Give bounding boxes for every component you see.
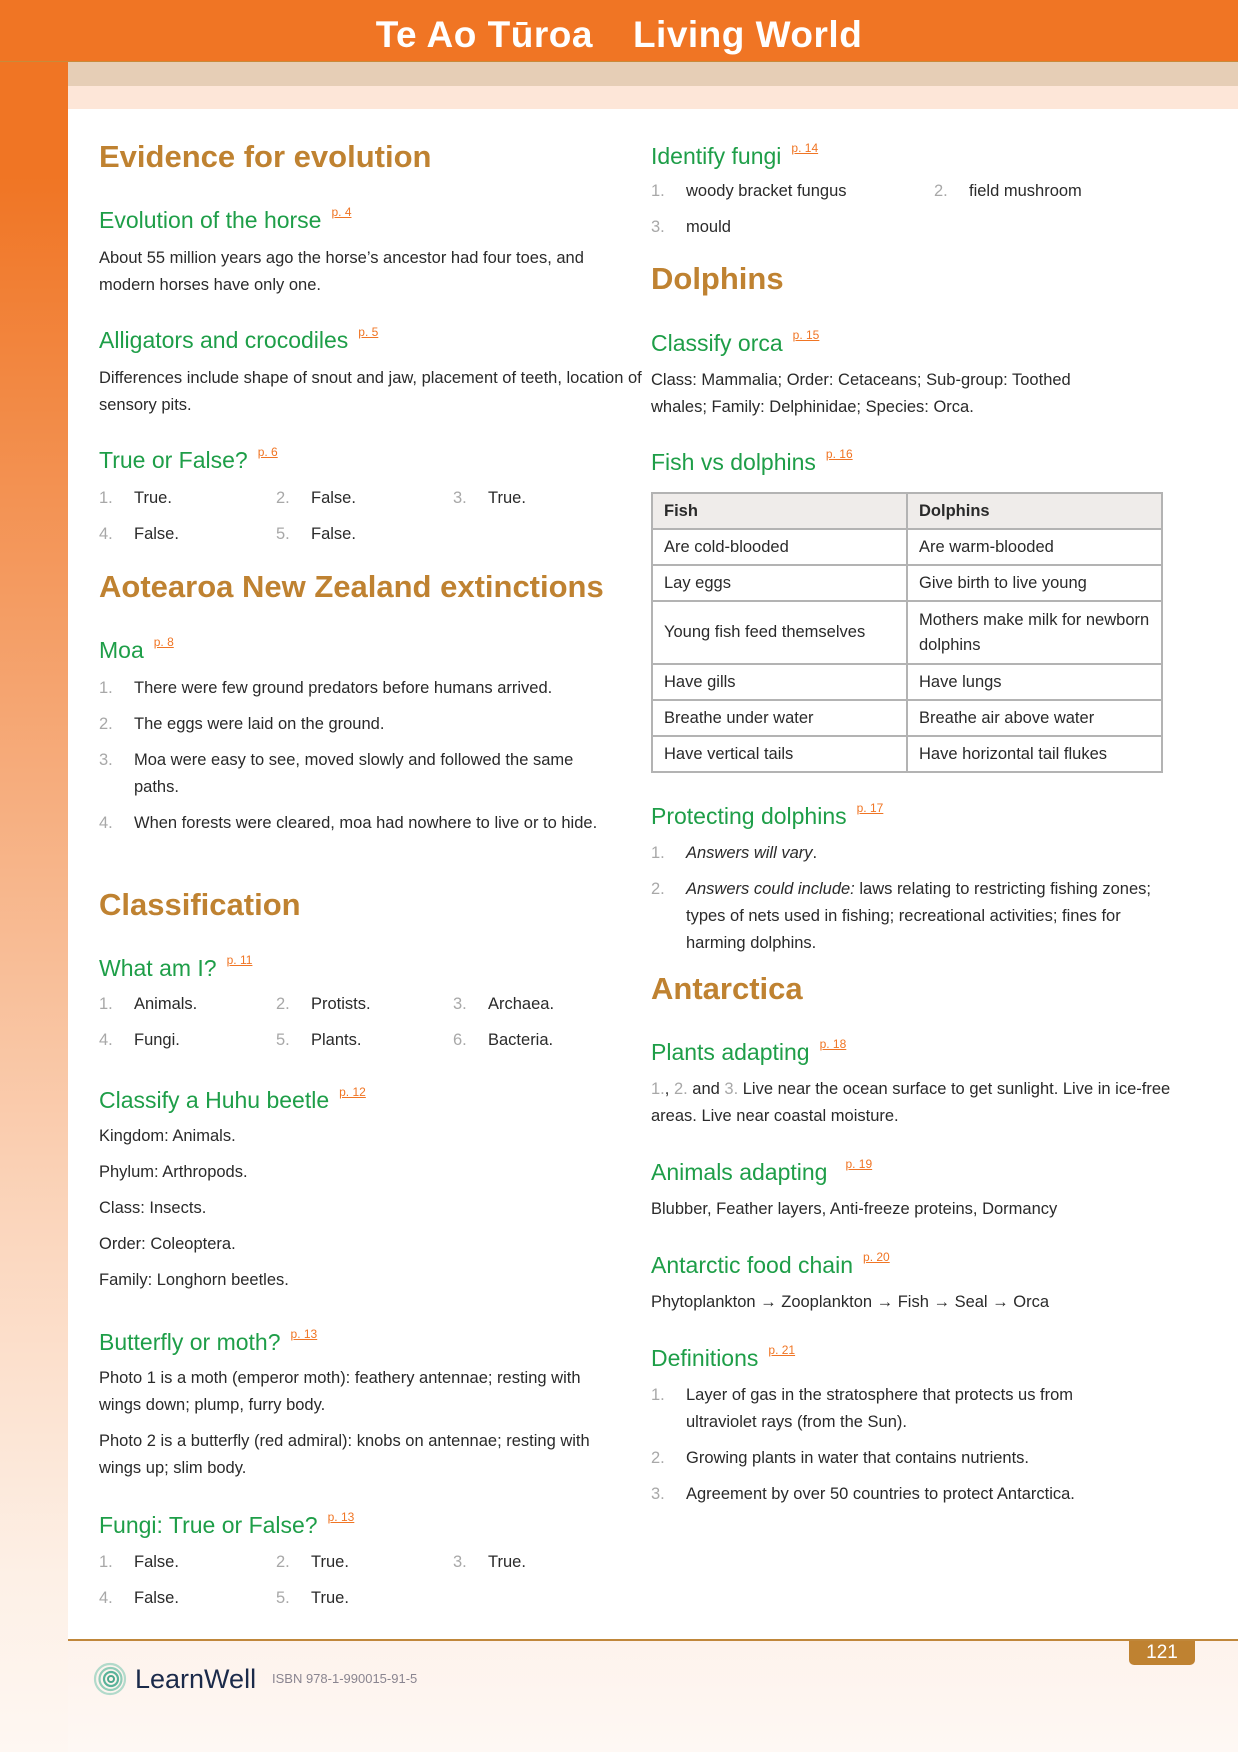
paragraph: Photo 1 is a moth (emperor moth): feathery antennae; resting with wings down; plump, furry body. <box>99 1369 581 1414</box>
list-item: 4. Fungi. <box>99 1031 180 1049</box>
classification-line: Phylum: Arthropods. <box>99 1163 248 1181</box>
section-heading: Antarctica <box>651 971 803 1006</box>
section-heading: Evidence for evolution <box>99 139 432 174</box>
page-ref-link[interactable]: p. 6 <box>257 445 278 459</box>
paragraph: 1., 2. and 3. Live near the ocean surface to get sunlight. Live in ice-free areas. Live near coastal moisture. <box>651 1080 1171 1125</box>
paragraph: Photo 2 is a butterfly (red admiral): knobs on antennae; resting with wings up; slim body. <box>99 1432 590 1477</box>
list-item: 5. Plants. <box>276 1031 362 1049</box>
table-cell: Are cold-blooded <box>652 529 907 565</box>
header-band-light <box>68 86 1238 109</box>
paragraph: Class: Mammalia; Order: Cetaceans; Sub-group: Toothed whales; Family: Delphinidae; Species: Orca. <box>651 371 1071 416</box>
subheading-true-false: True or False? $^{p. 6}$ <box>99 445 278 473</box>
table-cell: Breathe under water <box>652 700 907 736</box>
chapter-title <box>0 14 1238 56</box>
brand-name: LearnWell <box>135 1663 257 1694</box>
page-ref-link[interactable]: p. 11 <box>226 953 253 967</box>
subheading-definitions: Definitions $^{p. 21}$ <box>651 1343 796 1371</box>
classification-line: Order: Coleoptera. <box>99 1235 236 1253</box>
subheading-food-chain: Antarctic food chain $^{p. 20}$ <box>651 1250 890 1278</box>
list-item: 4. When forests were cleared, moa had nowhere to live or to hide. <box>99 814 598 832</box>
list-item: 3. mould <box>651 218 731 236</box>
subheading-animals-adapting: Animals adapting $^{p. 19}$ <box>651 1157 873 1185</box>
list-item: 1. Layer of gas in the stratosphere that protects us from ultraviolet rays (from the Sun). <box>651 1386 1074 1431</box>
page-ref-link[interactable]: p. 19 <box>845 1157 873 1171</box>
subheading-butterfly: Butterfly or moth? $^{p. 13}$ <box>99 1327 318 1355</box>
page-ref-link[interactable]: p. 14 <box>791 141 819 155</box>
page-ref-link[interactable]: p. 21 <box>768 1343 796 1357</box>
page-ref-link[interactable]: p. 4 <box>331 205 352 219</box>
page-number: 121 <box>1129 1641 1195 1665</box>
list-item: 1. There were few ground predators before humans arrived. <box>99 679 553 697</box>
table-cell: Have lungs <box>907 664 1162 700</box>
table-row <box>652 601 1162 664</box>
subheading-huhu: Classify a Huhu beetle $^{p. 12}$ <box>99 1085 366 1113</box>
left-margin-strip <box>0 0 68 1752</box>
table-row <box>652 565 1162 601</box>
list-item: 3. Archaea. <box>453 995 555 1013</box>
page-ref-link[interactable]: p. 5 <box>358 325 379 339</box>
classification-line: Kingdom: Animals. <box>99 1127 236 1145</box>
page-content <box>68 109 1238 1641</box>
list-item: 4. False. <box>99 525 179 543</box>
list-item: 2. Protists. <box>276 995 371 1013</box>
subheading-identify-fungi: Identify fungi $^{p. 14}$ <box>651 141 819 169</box>
page-header <box>0 0 1238 62</box>
table-row <box>652 529 1162 565</box>
header-band <box>68 62 1238 86</box>
column-header: Dolphins <box>907 493 1162 529</box>
table-cell: Are warm-blooded <box>907 529 1162 565</box>
subheading-moa: Moa $^{p. 8}$ <box>99 635 174 663</box>
table-cell: Lay eggs <box>652 565 907 601</box>
column-header: Fish <box>652 493 907 529</box>
page-ref-link[interactable]: p. 13 <box>290 1327 318 1341</box>
page-ref-link[interactable]: p. 17 <box>856 801 884 815</box>
table-cell: Have horizontal tail flukes <box>907 736 1162 772</box>
subheading-fish-vs-dolphins: Fish vs dolphins $^{p. 16}$ <box>651 447 853 475</box>
fish-vs-dolphins-table <box>651 492 1163 773</box>
subheading-horse: Evolution of the horse $^{p. 4}$ <box>99 205 352 233</box>
spiral-logo-icon <box>93 1662 127 1696</box>
page-ref-link[interactable]: p. 8 <box>153 635 174 649</box>
section-heading: Aotearoa New Zealand extinctions <box>99 569 604 604</box>
list-item: 3. Agreement by over 50 countries to protect Antarctica. <box>651 1485 1075 1503</box>
section-heading: Dolphins <box>651 261 784 296</box>
classification-line: Class: Insects. <box>99 1199 207 1217</box>
table-cell: Mothers make milk for newborn dolphins <box>907 601 1162 664</box>
subheading-what-am-i: What am I? $^{p. 11}$ <box>99 953 253 981</box>
list-item: 6. Bacteria. <box>453 1031 554 1049</box>
table-row <box>652 700 1162 736</box>
page-ref-link[interactable]: p. 13 <box>327 1510 355 1524</box>
list-item: 3. True. <box>453 489 526 507</box>
list-item: 5. True. <box>276 1589 349 1607</box>
subheading-alligators: Alligators and crocodiles $^{p. 5}$ <box>99 325 379 353</box>
list-item: 2. Growing plants in water that contains nutrients. <box>651 1449 1030 1467</box>
list-item: 2. False. <box>276 489 356 507</box>
list-item: 1. True. <box>99 489 172 507</box>
subheading-orca: Classify orca $^{p. 15}$ <box>651 328 820 356</box>
page-ref-link[interactable]: p. 16 <box>825 447 853 461</box>
page-ref-link[interactable]: p. 18 <box>819 1037 847 1051</box>
list-item: 3. True. <box>453 1553 526 1571</box>
subheading-protecting: Protecting dolphins $^{p. 17}$ <box>651 801 884 829</box>
table-row <box>652 736 1162 772</box>
table-cell: Have vertical tails <box>652 736 907 772</box>
list-item: 5. False. <box>276 525 356 543</box>
page-ref-link[interactable]: p. 12 <box>339 1085 366 1099</box>
page-ref-link[interactable]: p. 20 <box>863 1250 890 1264</box>
classification-line: Family: Longhorn beetles. <box>99 1271 289 1289</box>
table-cell: Young fish feed themselves <box>652 601 907 664</box>
title-english: Living World <box>632 14 863 55</box>
table-cell: Breathe air above water <box>907 700 1162 736</box>
list-item: 3. Moa were easy to see, moved slowly and followed the same paths. <box>99 751 574 796</box>
list-item: 1. Animals. <box>99 995 198 1013</box>
list-item: 2. field mushroom <box>934 182 1082 200</box>
paragraph: Differences include shape of snout and jaw, placement of teeth, location of sensory pits. <box>99 369 642 414</box>
table-cell: Give birth to live young <box>907 565 1162 601</box>
list-item: 2. Answers could include: laws relating to restricting fishing zones; types of nets used in fishing; recreational activities; fines for harming dolphins. <box>651 880 1151 952</box>
list-item: 1. False. <box>99 1553 179 1571</box>
list-item: 4. False. <box>99 1589 179 1607</box>
table-cell: Have gills <box>652 664 907 700</box>
section-heading: Classification <box>99 887 301 922</box>
page-ref-link[interactable]: p. 15 <box>792 328 820 342</box>
subheading-fungi-tf: Fungi: True or False? $^{p. 13}$ <box>99 1510 355 1538</box>
list-item: 1. Answers will vary. <box>651 844 818 862</box>
food-chain-text: Phytoplankton → Zooplankton → Fish → Seal → Orca <box>651 1293 1050 1311</box>
table-row <box>652 664 1162 700</box>
subheading-plants-adapting: Plants adapting $^{p. 18}$ <box>651 1037 847 1065</box>
list-item: 2. True. <box>276 1553 349 1571</box>
paragraph: Blubber, Feather layers, Anti-freeze proteins, Dormancy <box>651 1200 1058 1218</box>
paragraph: About 55 million years ago the horse’s ancestor had four toes, and modern horses have only one. <box>99 249 584 294</box>
title-maori: Te Ao Tūroa <box>375 14 593 55</box>
isbn: ISBN 978-1-990015-91-5 <box>272 1671 418 1686</box>
list-item: 2. The eggs were laid on the ground. <box>99 715 385 733</box>
list-item: 1. woody bracket fungus <box>651 182 847 200</box>
learnwell-logo <box>93 1662 256 1696</box>
